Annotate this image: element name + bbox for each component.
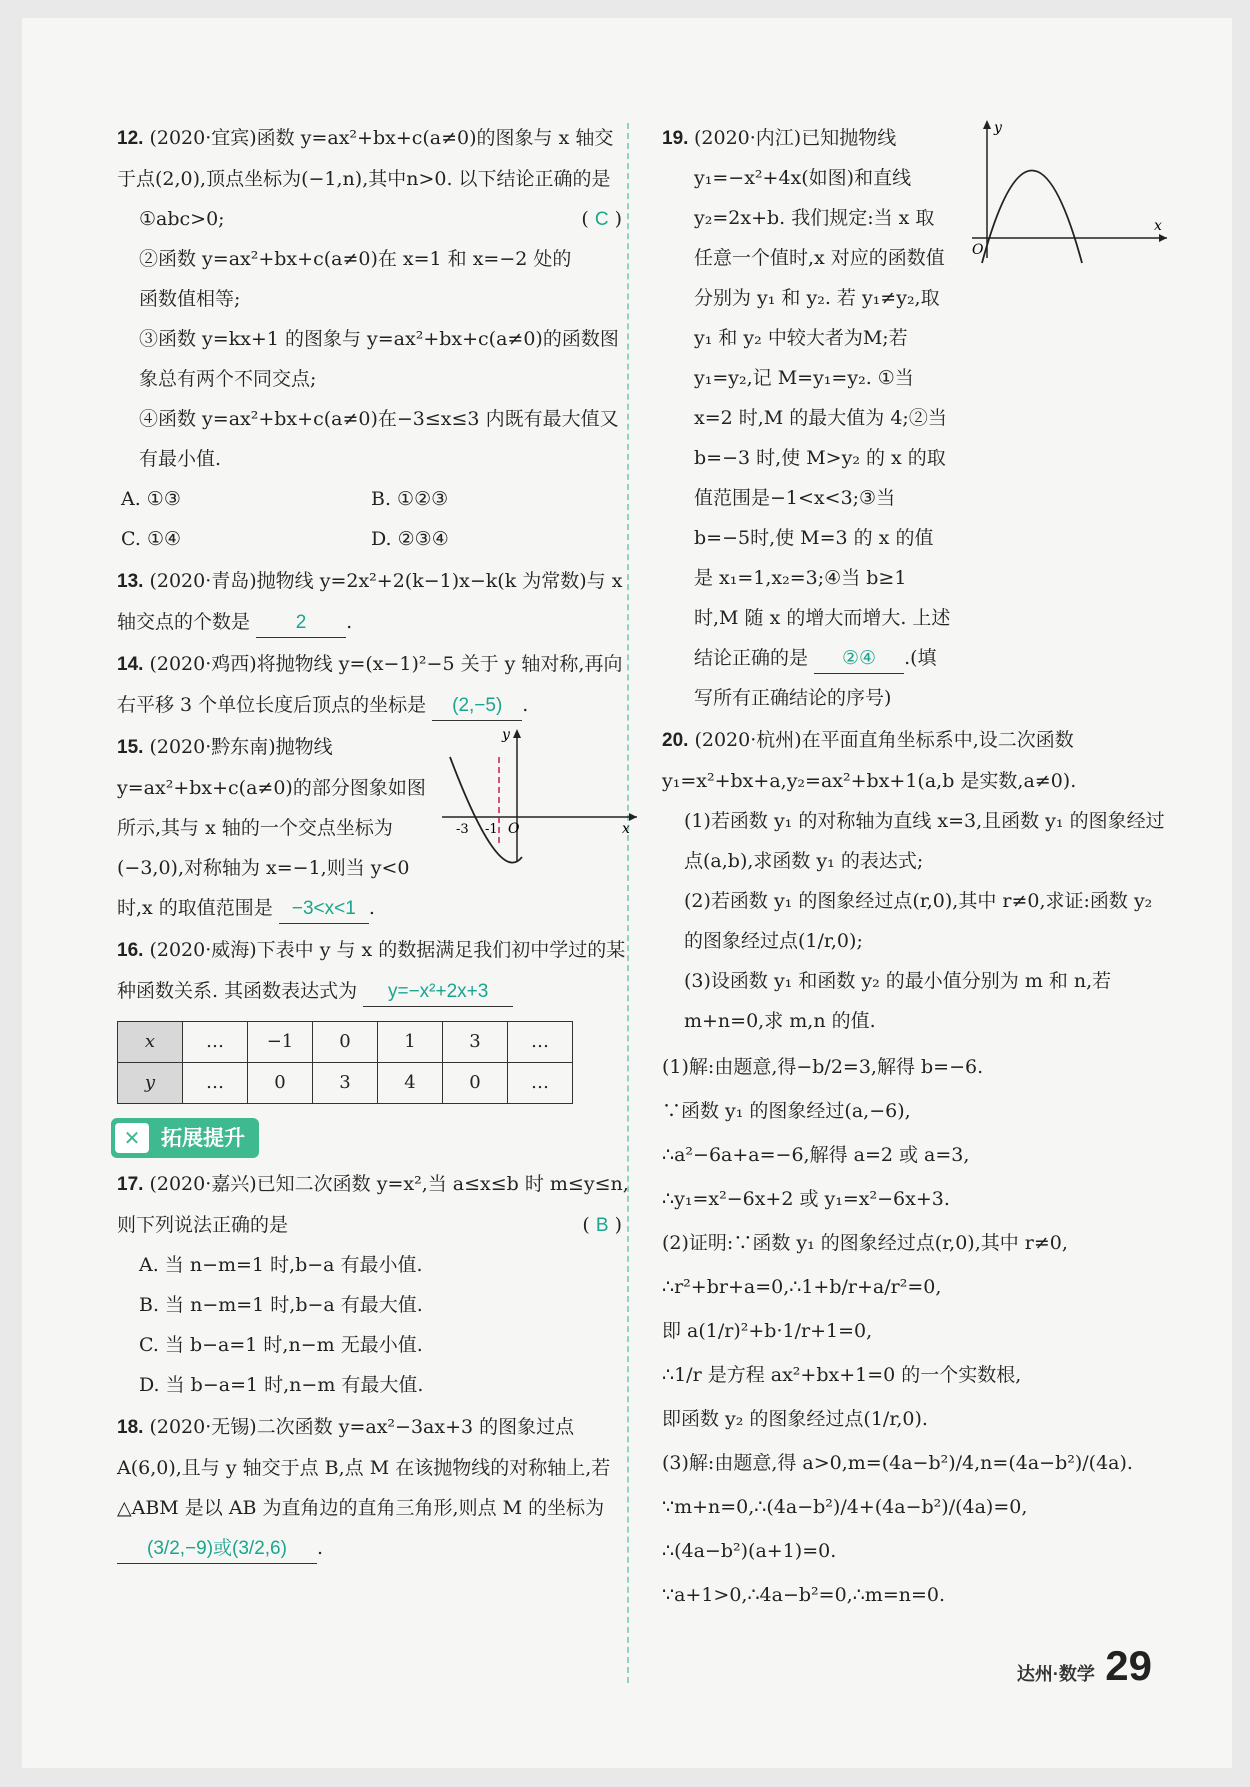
right-column xyxy=(662,118,1177,1617)
option-b: B. 当 n−m=1 时,b−a 有最大值. xyxy=(139,1294,423,1316)
question-stem: (2020·鸡西)将抛物线 y=(x−1)²−5 关于 y 轴对称,再向右平移 3 个单位长度后顶点的坐标是 xyxy=(117,653,623,716)
question-stem: (2020·无锡)二次函数 y=ax²−3ax+3 的图象过点 A(6,0),且与 y 轴交于点 B,点 M 在该抛物线的对称轴上,若△ABM 是以 AB 为直角边的直角三角形,则点 M 的坐标为 xyxy=(117,1416,611,1519)
solution-line: ∴(4a−b²)(a+1)=0. xyxy=(662,1540,837,1562)
table-row xyxy=(118,1022,573,1063)
option-c: C. 当 b−a=1 时,n−m 无最小值. xyxy=(139,1334,423,1356)
tick-label: -3 xyxy=(456,822,469,837)
question-number: 20. xyxy=(662,730,689,751)
question-12 xyxy=(117,118,632,559)
table-cell: 4 xyxy=(378,1063,443,1104)
solution-line: (3)解:由题意,得 a>0,m=(4a−b²)/4,n=(4a−b²)/(4a). xyxy=(662,1452,1133,1474)
table-row xyxy=(118,1063,573,1104)
answer: C xyxy=(594,209,609,230)
question-stem: (2020·青岛)抛物线 y=2x²+2(k−1)x−k(k 为常数)与 x 轴交点的个数是 xyxy=(117,570,623,633)
question-15: 15. (2020·黔东南)抛物线 y=ax²+bx+c(a≠0)的部分图象如图所示,其与 x 轴的一个交点坐标为(−3,0),对称轴为 x=−1,则当 y<0 时,x 的取值范围是 −3<x<1 . y x O -3 -1 xyxy=(117,727,632,928)
solution-line: 即函数 y₂ 的图象经过点(1/r,0). xyxy=(662,1408,928,1430)
section-banner xyxy=(111,1118,259,1158)
question-number: 18. xyxy=(117,1417,144,1438)
options xyxy=(117,479,632,519)
section-title: 拓展提升 xyxy=(161,1126,245,1150)
sub-question: (1)若函数 y₁ 的对称轴为直线 x=3,且函数 y₁ 的图象经过点(a,b),求函数 y₁ 的表达式; xyxy=(684,810,1165,872)
question-number: 16. xyxy=(117,940,144,961)
table-cell: 1 xyxy=(378,1022,443,1063)
sub-question: (3)设函数 y₁ 和函数 y₂ 的最小值分别为 m 和 n,若 m+n=0,求 m,n 的值. xyxy=(684,970,1112,1032)
answer-blank: ②④ xyxy=(814,645,904,674)
answer-blank: 2 xyxy=(256,609,346,638)
x-axis-label: x xyxy=(1154,218,1162,234)
solution-line: (2)证明:∵函数 y₁ 的图象经过点(r,0),其中 r≠0, xyxy=(662,1232,1068,1254)
question-stem: (2020·嘉兴)已知二次函数 y=x²,当 a≤x≤b 时 m≤y≤n,则下列说法正确的是 xyxy=(117,1173,629,1236)
question-number: 19. xyxy=(662,128,689,149)
statement: ②函数 y=ax²+bx+c(a≠0)在 x=1 和 x=−2 处的函数值相等; xyxy=(139,248,572,310)
question-14: 14. (2020·鸡西)将抛物线 y=(x−1)²−5 关于 y 轴对称,再向右平移 3 个单位长度后顶点的坐标是 (2,−5) . xyxy=(117,644,632,725)
option-a: A. 当 n−m=1 时,b−a 有最小值. xyxy=(139,1254,423,1276)
options xyxy=(117,519,632,559)
solution-line: ∵函数 y₁ 的图象经过(a,−6), xyxy=(662,1100,911,1122)
expand-icon: ✕ xyxy=(115,1123,149,1153)
option-b: B. ①②③ xyxy=(371,488,449,510)
option-a: A. ①③ xyxy=(121,488,181,510)
table-cell: −1 xyxy=(248,1022,313,1063)
footer-label: 达州·数学 xyxy=(1016,1664,1095,1684)
table-cell: 0 xyxy=(443,1063,508,1104)
question-16 xyxy=(117,930,632,1104)
option-d: D. ②③④ xyxy=(371,528,449,550)
question-number: 12. xyxy=(117,128,144,149)
question-number: 15. xyxy=(117,737,144,758)
data-table xyxy=(117,1021,573,1104)
table-header: y xyxy=(118,1063,183,1104)
statement: ③函数 y=kx+1 的图象与 y=ax²+bx+c(a≠0)的函数图象总有两个不同交点; xyxy=(139,328,619,390)
question-number: 14. xyxy=(117,654,144,675)
left-column xyxy=(117,118,632,1570)
y-axis-label: y xyxy=(502,727,510,743)
solution-line: 即 a(1/r)²+b·1/r+1=0, xyxy=(662,1320,873,1342)
table-header: x xyxy=(118,1022,183,1063)
solution-line: ∴r²+br+a=0,∴1+b/r+a/r²=0, xyxy=(662,1276,942,1298)
origin-label: O xyxy=(508,821,520,837)
y-axis-label: y xyxy=(994,120,1002,136)
question-stem: (2020·宜宾)函数 y=ax²+bx+c(a≠0)的图象与 x 轴交于点(2,0),顶点坐标为(−1,n),其中n>0. 以下结论正确的是 xyxy=(117,127,614,190)
question-stem-wrap xyxy=(662,118,952,718)
answer-paren: ( B ) xyxy=(582,1214,622,1236)
table-cell: … xyxy=(183,1063,248,1104)
question-stem: (2020·威海)下表中 y 与 x 的数据满足我们初中学过的某种函数关系. 其函数表达式为 xyxy=(117,939,626,1002)
question-13: 13. (2020·青岛)抛物线 y=2x²+2(k−1)x−k(k 为常数)与 x 轴交点的个数是 2 . xyxy=(117,561,632,642)
question-tail: .(填写所有正确结论的序号) xyxy=(694,647,937,709)
answer-blank: −3<x<1 xyxy=(279,895,369,924)
page-number: 29 xyxy=(1105,1642,1152,1689)
x-axis-label: x xyxy=(622,821,630,837)
page xyxy=(22,18,1232,1768)
question-17 xyxy=(117,1164,632,1405)
answer: B xyxy=(595,1215,609,1236)
question-stem: (2020·杭州)在平面直角坐标系中,设二次函数 y₁=x²+bx+a,y₂=ax²+bx+1(a,b 是实数,a≠0). xyxy=(662,729,1077,792)
sub-question: (2)若函数 y₁ 的图象经过点(r,0),其中 r≠0,求证:函数 y₂ 的图象经过点(1/r,0); xyxy=(684,890,1153,952)
solution-line: ∴y₁=x²−6x+2 或 y₁=x²−6x+3. xyxy=(662,1188,950,1210)
question-18: 18. (2020·无锡)二次函数 y=ax²−3ax+3 的图象过点 A(6,0),且与 y 轴交于点 B,点 M 在该抛物线的对称轴上,若△ABM 是以 AB 为直角边的直角三角形,则点 M 的坐标为 (3/2,−9)或(3/2,6) . xyxy=(117,1407,632,1568)
solution-line: ∴a²−6a+a=−6,解得 a=2 或 a=3, xyxy=(662,1144,970,1166)
table-cell: 0 xyxy=(313,1022,378,1063)
question-stem: (2020·黔东南)抛物线 y=ax²+bx+c(a≠0)的部分图象如图所示,其与 x 轴的一个交点坐标为(−3,0),对称轴为 x=−1,则当 y<0 时,x 的取值范围是 xyxy=(117,736,426,919)
parabola-graph-15 xyxy=(442,727,642,867)
origin-label: O xyxy=(972,242,984,258)
solution-line: ∵m+n=0,∴(4a−b²)/4+(4a−b²)/(4a)=0, xyxy=(662,1496,1028,1518)
tick-label: -1 xyxy=(485,822,498,837)
solution-line: ∴1/r 是方程 ax²+bx+1=0 的一个实数根, xyxy=(662,1364,1022,1386)
table-cell: 3 xyxy=(313,1063,378,1104)
table-cell: … xyxy=(508,1063,573,1104)
solution xyxy=(662,1045,1177,1617)
question-stem: (2020·内江)已知抛物线 y₁=−x²+4x(如图)和直线 y₂=2x+b. 我们规定:当 x 取任意一个值时,x 对应的函数值分别为 y₁ 和 y₂. 若 y₁≠y₂,取 y₁ 和 y₂ 中较大者为M;若 y₁=y₂,记 M=y₁=y₂. ①当 x=2 时,M 的最大值为 4;②当 b=−3 时,使 M>y₂ 的 x 的取值范围是−1<x<3;③当 b=−5时,使 M=3 的 x 的值是 x₁=1,x₂=3;④当 b≥1 时,M 随 x 的增大而增大. 上述结论正确的是 xyxy=(694,127,951,669)
answer-paren: ( C ) xyxy=(581,208,622,230)
answer-blank: (3/2,−9)或(3/2,6) xyxy=(117,1535,317,1564)
option-c: C. ①④ xyxy=(121,528,182,550)
statement: ④函数 y=ax²+bx+c(a≠0)在−3≤x≤3 内既有最大值又有最小值. xyxy=(139,408,619,470)
table-cell: 0 xyxy=(248,1063,313,1104)
page-footer xyxy=(1017,1642,1152,1690)
answer-blank: (2,−5) xyxy=(432,692,522,721)
question-20 xyxy=(662,720,1177,1041)
question-19 xyxy=(662,118,1177,718)
table-cell: 3 xyxy=(443,1022,508,1063)
table-cell: … xyxy=(183,1022,248,1063)
statement: ①abc>0; xyxy=(139,208,225,230)
solution-line: (1)解:由题意,得−b/2=3,解得 b=−6. xyxy=(662,1056,984,1078)
option-d: D. 当 b−a=1 时,n−m 有最大值. xyxy=(139,1374,424,1396)
table-cell: … xyxy=(508,1022,573,1063)
question-number: 13. xyxy=(117,571,144,592)
answer-blank: y=−x²+2x+3 xyxy=(363,978,513,1007)
question-number: 17. xyxy=(117,1174,144,1195)
solution-line: ∵a+1>0,∴4a−b²=0,∴m=n=0. xyxy=(662,1584,946,1606)
parabola-graph-19 xyxy=(962,118,1172,268)
